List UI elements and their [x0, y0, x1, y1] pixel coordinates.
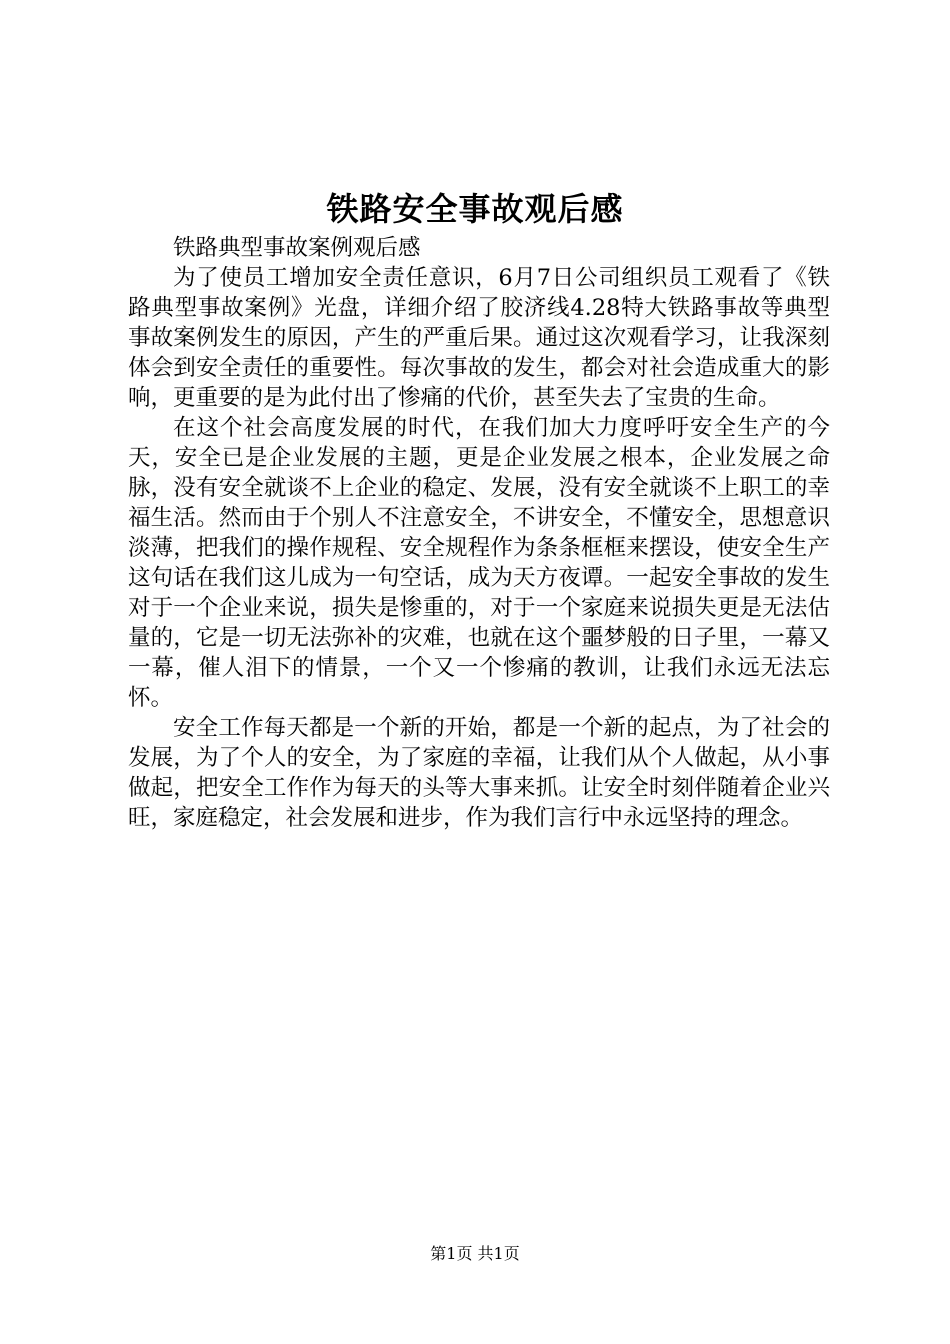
- document-body: [128, 233, 830, 833]
- document-subtitle: 铁路典型事故案例观后感: [173, 235, 421, 261]
- page-footer: 第1页 共1页: [430, 1244, 520, 1263]
- paragraph-1: 为了使员工增加安全责任意识，6月7日公司组织员工观看了《铁路典型事故案例》光盘，详细介绍了胶济线4.28特大铁路事故等典型事故案例发生的原因，产生的严重后果。通过这次观看学习，让我深刻体会到安全责任的重要性。每次事故的发生，都会对社会造成重大的影响，更重要的是为此付出了惨痛的代价，甚至失去了宝贵的生命。: [128, 265, 830, 411]
- paragraph-3: 安全工作每天都是一个新的开始，都是一个新的起点，为了社会的发展，为了个人的安全，为了家庭的幸福，让我们从个人做起，从小事做起，把安全工作作为每天的头等大事来抓。让安全时刻伴随着企业兴旺，家庭稳定，社会发展和进步，作为我们言行中永远坚持的理念。: [128, 715, 830, 831]
- document-title: 铁路安全事故观后感: [326, 190, 624, 228]
- paragraph-2: 在这个社会高度发展的时代，在我们加大力度呼吁安全生产的今天，安全已是企业发展的主题，更是企业发展之根本，企业发展之命脉，没有安全就谈不上企业的稳定、发展，没有安全就谈不上职工的幸福生活。然而由于个别人不注意安全，不讲安全，不懂安全，思想意识淡薄，把我们的操作规程、安全规程作为条条框框来摆设，使安全生产这句话在我们这儿成为一句空话，成为天方夜谭。一起安全事故的发生对于一个企业来说，损失是惨重的，对于一个家庭来说损失更是无法估量的，它是一切无法弥补的灾难，也就在这个噩梦般的日子里，一幕又一幕，催人泪下的情景，一个又一个惨痛的教训，让我们永远无法忘怀。: [128, 415, 830, 711]
